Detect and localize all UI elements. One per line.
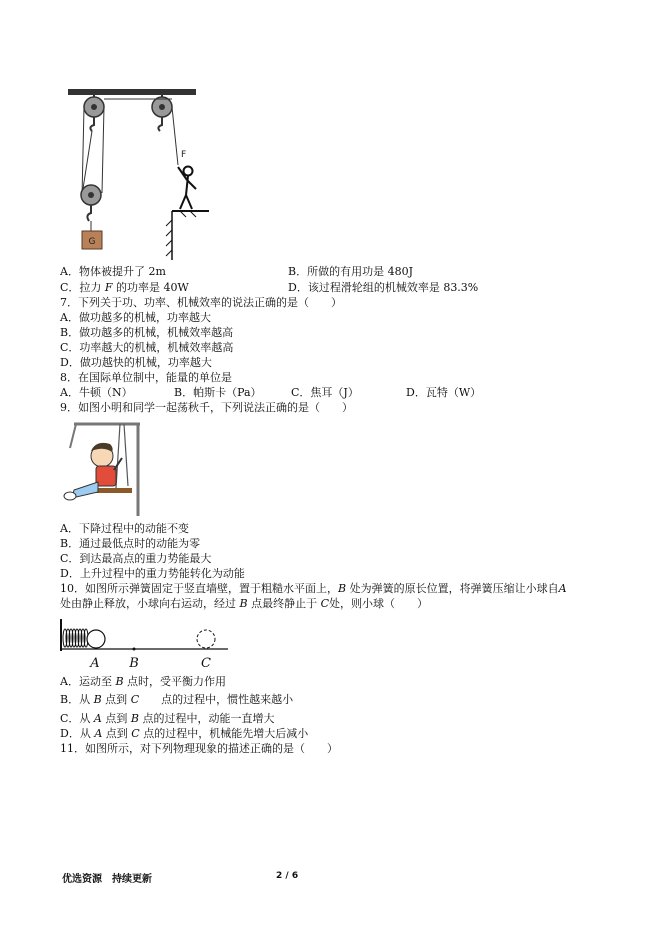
ball-at-c [197,630,215,648]
q8-option-d: D．瓦特（W） [406,386,482,399]
weight-label: G [88,237,96,247]
q7-option-d: D．做功越快的机械，功率越大 [60,356,212,369]
q6-option-d: D．该过程滑轮组的机械效率是 83.3% [288,281,479,294]
q6-option-a: A．物体被提升了 2m [60,265,166,278]
q7-option-a: A．做功越多的机械，功率越大 [60,311,211,324]
boy-shirt [96,466,116,486]
q10-option-d: D．从 A 点到 C 点的过程中，机械能先增大后减小 [60,727,309,740]
q8-stem: 8．在国际单位制中，能量的单位是 [60,371,232,384]
q11-stem: 11．如图所示，对下列物理现象的描述正确的是（ ） [60,742,338,755]
q6-option-c: C．拉力 F 的功率是 40W [60,281,189,294]
spring-ball-figure [58,615,238,673]
q7-stem: 7．下列关于功、功率、机械效率的说法正确的是（ ） [60,296,342,309]
footer-slogan: 优选资源 持续更新 [62,874,152,885]
q10-stem-line1: 10．如图所示弹簧固定于竖直墙壁，置于粗糙水平面上，B 处为弹簧的原长位置，将弹簧压缩让小球自A [60,582,567,595]
swing-figure [60,418,150,518]
ball-at-a [87,630,105,648]
person-head [184,167,193,176]
q7-option-c: C．功率越大的机械，机械效率越高 [60,341,234,354]
force-label: F [181,150,187,160]
q10-option-a: A．运动至 B 点时，受平衡力作用 [60,675,227,688]
page-number: 2 / 6 [276,871,299,881]
q9-stem: 9．如图小明和同学一起荡秋千，下列说法正确的是（ ） [60,401,353,414]
q6-option-b: B．所做的有用功是 480J [288,265,413,278]
q10-stem-line2: 处由静止释放，小球向右运动，经过 B 点最终静止于 C处，则小球（ ） [60,597,429,610]
q8-option-a: A．牛顿（N） [60,386,133,399]
ceiling-beam [68,89,196,95]
swing-seat [94,488,132,493]
q7-option-b: B．做功越多的机械，机械效率越高 [60,326,234,339]
q9-option-d: D．上升过程中的重力势能转化为动能 [60,567,245,580]
point-label-a: A [90,656,100,671]
q9-option-c: C．到达最高点的重力势能最大 [60,552,212,565]
q9-option-b: B．通过最低点时的动能为零 [60,537,201,550]
q10-option-b: B．从 B 点到 C 点的过程中，惯性越来越小 [60,693,294,706]
point-label-b: B [129,656,139,671]
q8-option-b: B．帕斯卡（Pa） [174,386,262,399]
q8-option-c: C．焦耳（J） [291,386,359,399]
pulley-system-figure [64,85,214,260]
spring [63,629,88,647]
q10-option-c: C．从 A 点到 B 点的过程中，动能一直增大 [60,712,275,725]
q9-option-a: A．下降过程中的动能不变 [60,522,189,535]
point-label-c: C [201,656,211,671]
